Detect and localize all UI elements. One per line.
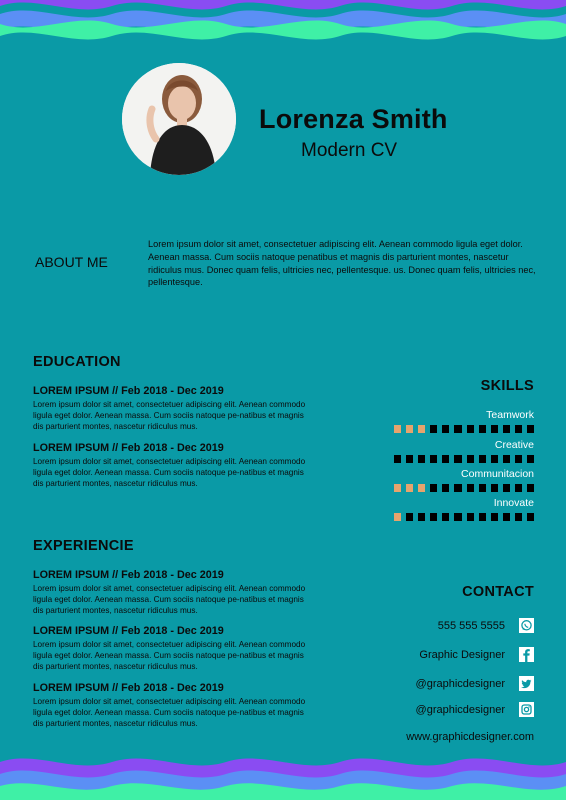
skill-dot-empty: [491, 484, 498, 492]
skill-dot-empty: [442, 513, 449, 521]
skill-dot-empty: [491, 513, 498, 521]
skill-level-dots: [394, 455, 534, 463]
skill-dot-empty: [503, 425, 510, 433]
contact-twitter: [416, 676, 534, 691]
contact-facebook: [419, 647, 534, 662]
skills-title: SKILLS: [480, 378, 534, 394]
skill-label: Communitacion: [461, 468, 534, 480]
entry-body: Lorem ipsum dolor sit amet, consectetuer adipiscing elit. Aenean commodo ligula eget dolor. Aenean massa. Cum sociis natoque pe-natibus et magnis dis parturient montes, nascetur ridiculus mus.: [33, 457, 306, 489]
skill-dot-filled: [394, 425, 401, 433]
instagram-handle: @graphicdesigner: [415, 703, 505, 716]
entry-heading: LOREM IPSUM // Feb 2018 - Dec 2019: [33, 569, 224, 581]
skill-dot-empty: [527, 513, 534, 521]
facebook-name: Graphic Designer: [419, 648, 505, 661]
entry-heading: LOREM IPSUM // Feb 2018 - Dec 2019: [33, 682, 224, 694]
website-url: www.graphicdesigner.com: [406, 731, 534, 743]
skill-dot-empty: [491, 425, 498, 433]
contact-instagram: [416, 702, 534, 717]
skill-dot-filled: [418, 425, 425, 433]
skill-dot-filled: [406, 484, 413, 492]
skill-dot-empty: [454, 513, 461, 521]
skill-dot-empty: [442, 425, 449, 433]
twitter-handle: @graphicdesigner: [415, 677, 505, 690]
skill-dot-empty: [454, 484, 461, 492]
phone-number: 555 555 5555: [437, 619, 505, 632]
skill-dot-filled: [418, 484, 425, 492]
skill-dot-empty: [430, 455, 437, 463]
skill-dot-empty: [442, 484, 449, 492]
skill-dot-empty: [467, 484, 474, 492]
bottom-wave-decoration: [0, 750, 566, 800]
skill-level-dots: [394, 425, 534, 433]
entry-heading: LOREM IPSUM // Feb 2018 - Dec 2019: [33, 625, 224, 637]
entry-heading: LOREM IPSUM // Feb 2018 - Dec 2019: [33, 442, 224, 454]
skill-dot-empty: [527, 484, 534, 492]
skill-dot-empty: [430, 484, 437, 492]
experience-title: EXPERIENCIE: [33, 538, 134, 554]
skill-dot-empty: [394, 455, 401, 463]
skill-dot-empty: [467, 455, 474, 463]
skill-item: [394, 439, 534, 463]
skill-dot-empty: [418, 455, 425, 463]
skill-dot-empty: [515, 425, 522, 433]
skill-dot-filled: [406, 425, 413, 433]
skill-label: Innovate: [493, 497, 534, 509]
about-title: ABOUT ME: [35, 254, 108, 270]
skill-dot-empty: [503, 484, 510, 492]
person-portrait-icon: [122, 63, 236, 175]
experience-entry: [33, 625, 313, 673]
skill-dot-empty: [467, 425, 474, 433]
experience-entry: [33, 569, 313, 617]
education-entry: [33, 442, 313, 490]
skill-dot-empty: [479, 455, 486, 463]
skill-dot-empty: [430, 425, 437, 433]
skill-label: Teamwork: [486, 409, 534, 421]
twitter-icon: [519, 676, 534, 691]
skill-dot-empty: [442, 455, 449, 463]
profile-photo: [122, 63, 236, 175]
skill-dot-empty: [503, 513, 510, 521]
skill-item: [394, 497, 534, 521]
entry-body: Lorem ipsum dolor sit amet, consectetuer adipiscing elit. Aenean commodo ligula eget dolor. Aenean massa. Cum sociis natoque pe-natibus et magnis dis parturient montes, nascetur ridiculus mus.: [33, 640, 306, 672]
skill-dot-empty: [515, 513, 522, 521]
skill-dot-filled: [394, 484, 401, 492]
skill-dot-empty: [479, 425, 486, 433]
skill-dot-empty: [430, 513, 437, 521]
entry-body: Lorem ipsum dolor sit amet, consectetuer adipiscing elit. Aenean commodo ligula eget dolor. Aenean massa. Cum sociis natoque pe-natibus et magnis dis parturient montes, nascetur ridiculus mus.: [33, 584, 306, 616]
skill-label: Creative: [494, 439, 534, 451]
entry-body: Lorem ipsum dolor sit amet, consectetuer adipiscing elit. Aenean commodo ligula eget dolor. Aenean massa. Cum sociis natoque pe-natibus et magnis dis parturient montes, nascetur ridiculus mus.: [33, 697, 306, 729]
entry-body: Lorem ipsum dolor sit amet, consectetuer adipiscing elit. Aenean commodo ligula eget dolor. Aenean massa. Cum sociis natoque pe-natibus et magnis dis parturient montes, nascetur ridiculus mus.: [33, 400, 306, 432]
skill-dot-empty: [467, 513, 474, 521]
whatsapp-icon: [519, 618, 534, 633]
skill-dot-empty: [515, 484, 522, 492]
instagram-icon: [519, 702, 534, 717]
skill-level-dots: [394, 484, 534, 492]
contact-phone: [438, 618, 534, 633]
skill-dot-empty: [491, 455, 498, 463]
skill-dot-empty: [418, 513, 425, 521]
cv-subtitle: Modern CV: [301, 140, 398, 161]
skill-item: [394, 468, 534, 492]
skill-level-dots: [394, 513, 534, 521]
education-title: EDUCATION: [33, 354, 121, 370]
experience-entry: [33, 682, 313, 730]
skill-dot-empty: [527, 455, 534, 463]
skill-dot-filled: [394, 513, 401, 521]
skill-dot-empty: [454, 455, 461, 463]
contact-website: [406, 731, 534, 743]
skill-item: [394, 409, 534, 433]
contact-title: CONTACT: [462, 584, 534, 600]
skill-dot-empty: [479, 484, 486, 492]
top-wave-decoration: [0, 0, 566, 50]
entry-heading: LOREM IPSUM // Feb 2018 - Dec 2019: [33, 385, 224, 397]
skill-dot-empty: [479, 513, 486, 521]
person-name: Lorenza Smith: [259, 104, 448, 134]
skill-dot-empty: [406, 513, 413, 521]
skill-dot-empty: [503, 455, 510, 463]
facebook-icon: [519, 647, 534, 662]
education-entry: [33, 385, 313, 433]
skill-dot-empty: [527, 425, 534, 433]
skill-dot-empty: [406, 455, 413, 463]
skill-dot-empty: [454, 425, 461, 433]
skill-dot-empty: [515, 455, 522, 463]
about-text: Lorem ipsum dolor sit amet, consectetuer adipiscing elit. Aenean commodo ligula eget dolor. Aenean massa. Cum sociis natoque penatibus et magnis dis parturient montes, nascetur ridiculus mus. Donec quam felis, ultricies nec, pellentesque. us. Donec quam felis, ultricies nec, pellentesque.: [148, 239, 536, 288]
